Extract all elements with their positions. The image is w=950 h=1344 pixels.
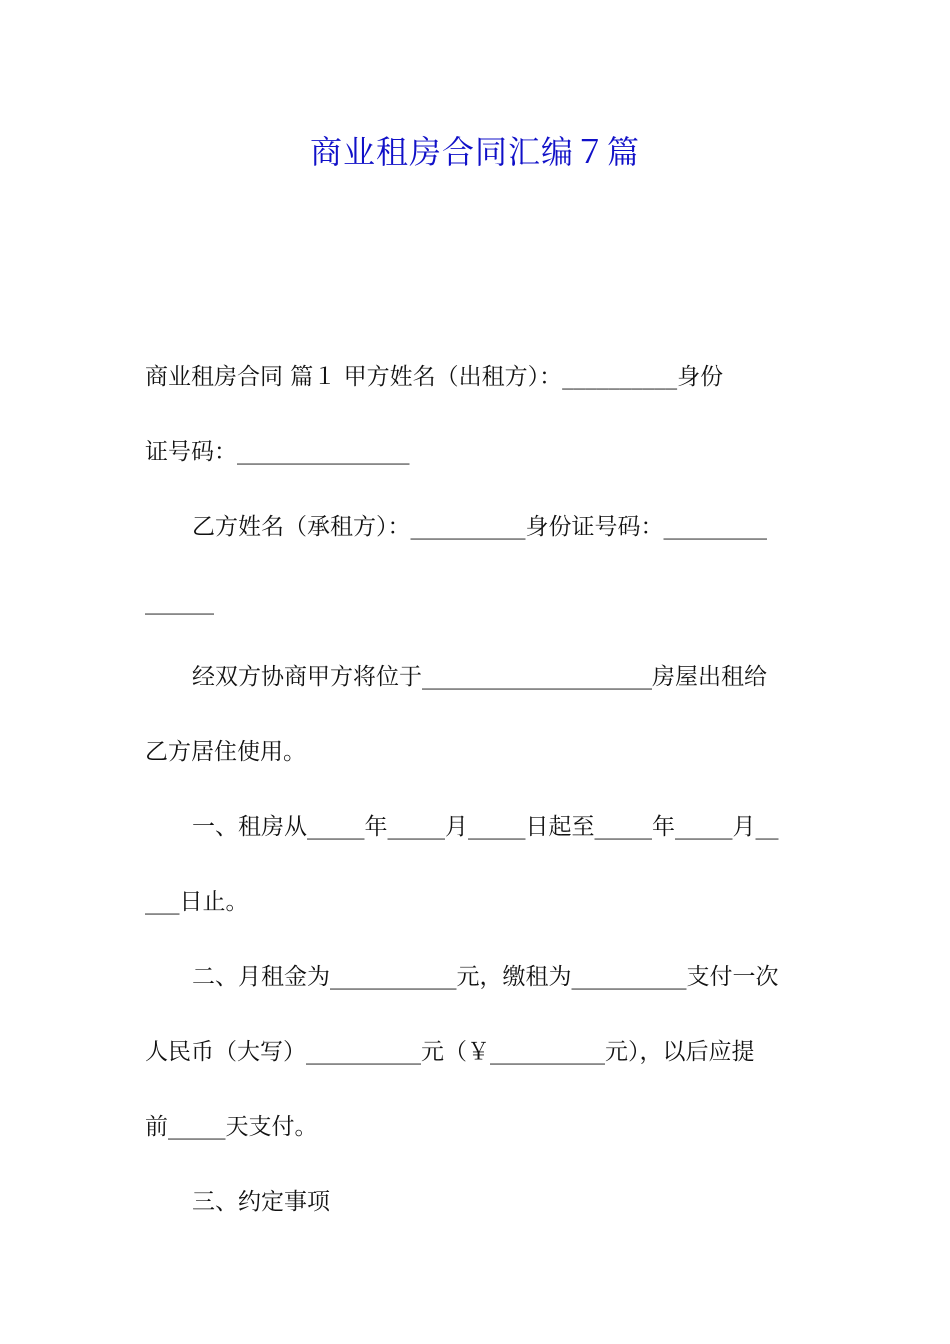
contract-line-1: 商业租房合同 篇１ 甲方姓名（出租方）：__________身份 <box>145 364 724 390</box>
contract-line-6: 乙方居住使用。 <box>145 739 306 765</box>
contract-line-10: 人民币（大写）__________元（￥__________元），以后应提 <box>145 1039 755 1065</box>
contract-line-12: 三、约定事项 <box>192 1189 330 1215</box>
contract-line-7: 一、租房从_____年_____月_____日起至_____年_____月__ <box>192 814 779 840</box>
contract-line-2: 证号码：_______________ <box>145 439 410 465</box>
contract-line-9: 二、月租金为___________元，缴租为__________支付一次 <box>192 964 779 990</box>
document-title: 商业租房合同汇编７篇 <box>309 133 640 171</box>
contract-line-5: 经双方协商甲方将位于____________________房屋出租给 <box>192 664 767 690</box>
contract-line-4: ______ <box>145 589 214 615</box>
contract-line-8: ___日止。 <box>145 889 249 915</box>
contract-body <box>145 340 807 1240</box>
contract-line-3: 乙方姓名（承租方）：__________身份证号码：_________ <box>192 514 767 540</box>
contract-line-11: 前_____天支付。 <box>145 1114 318 1140</box>
